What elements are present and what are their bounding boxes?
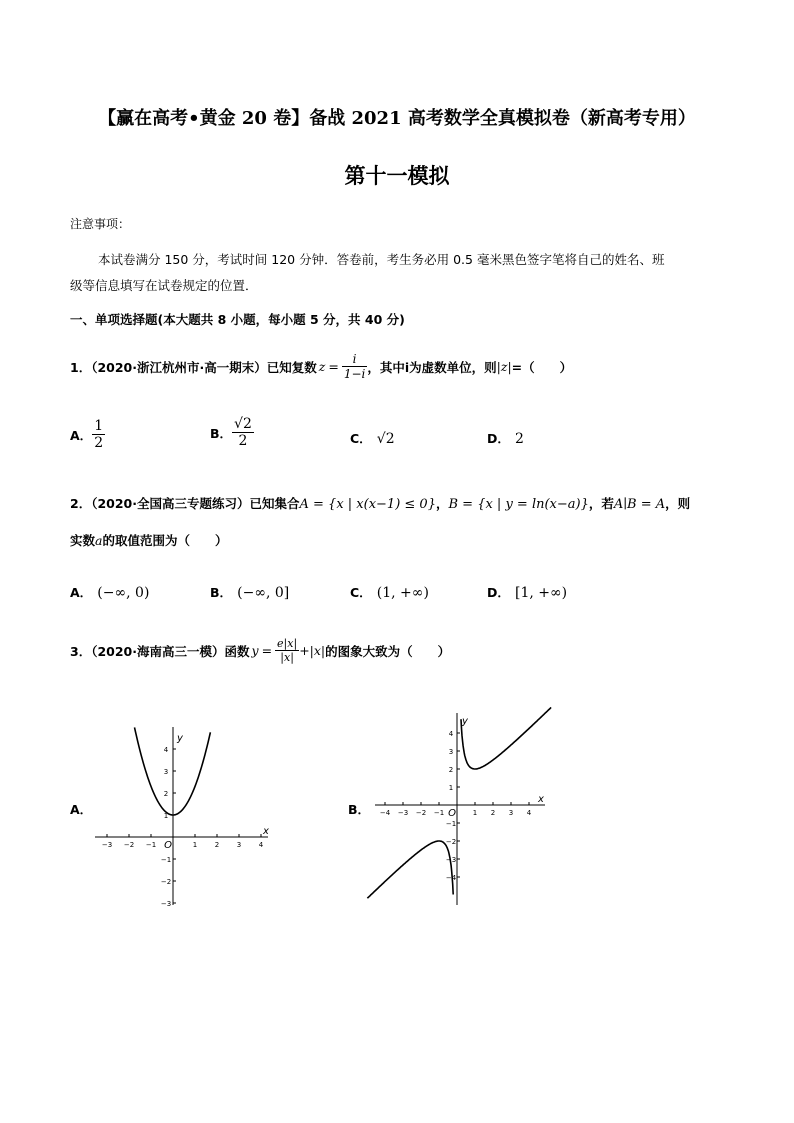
var-a: a <box>95 533 103 548</box>
option-a-den: 2 <box>94 435 104 451</box>
q3-eq: = <box>261 643 273 658</box>
q3-plus: +|x| <box>299 643 326 658</box>
x-tick-label: −2 <box>123 841 135 849</box>
question-1-abs: |z| <box>496 359 512 374</box>
option-value: (1, +∞) <box>376 585 429 601</box>
y-tick-label: 1 <box>163 812 169 820</box>
option-value: (−∞, 0) <box>97 585 150 601</box>
y-tick-label: −2 <box>445 838 457 846</box>
x-tick-label: −4 <box>379 809 391 817</box>
question-2-option-c[interactable] <box>350 582 429 601</box>
condition-expr: A∣B = A <box>613 497 666 512</box>
y-tick-label: −2 <box>160 878 172 886</box>
question-3-prefix: 3．（2020·海南高三一模）函数 <box>70 643 250 659</box>
option-label: D． <box>487 431 510 446</box>
question-1-fraction <box>342 352 368 381</box>
y-tick-label: −1 <box>445 820 457 828</box>
y-tick-label: 1 <box>448 784 454 792</box>
y-tick-label: 2 <box>163 790 169 798</box>
q3-suffix: 的图象大致为（ ） <box>325 643 451 659</box>
option-label: C． <box>350 585 372 600</box>
question-2-option-d[interactable] <box>487 582 567 601</box>
option-label: A． <box>70 427 93 443</box>
tail-text: ，则 <box>665 496 691 511</box>
y-axis-label: y <box>462 716 468 727</box>
graph-b <box>365 705 570 910</box>
y-axis-label: y <box>177 733 183 744</box>
x-tick-label: 4 <box>258 841 264 849</box>
origin-label: O <box>164 840 172 851</box>
x-tick-label: −1 <box>433 809 445 817</box>
option-b-fraction <box>232 416 254 449</box>
x-tick-label: 3 <box>236 841 242 849</box>
question-3 <box>70 637 450 664</box>
y-tick-label: 4 <box>448 730 454 738</box>
comma: ， <box>435 496 449 511</box>
set-b: B = {x | y = ln(x−a)} <box>448 497 589 512</box>
y-tick-label: −3 <box>445 856 457 864</box>
option-b-num: √2 <box>234 416 252 432</box>
question-3-fraction <box>275 637 299 664</box>
q2-line2a: 实数 <box>70 533 96 548</box>
q3-y: y <box>251 643 259 658</box>
function-curve-left <box>367 841 453 898</box>
x-tick-label: −1 <box>145 841 157 849</box>
graph-b-label[interactable]: B． <box>348 802 371 817</box>
question-1-suffix: =（ ） <box>511 359 573 375</box>
section-heading: 一、单项选择题(本大题共 8 小题，每小题 5 分，共 40 分) <box>70 312 405 327</box>
q3-num: e|x| <box>277 637 298 650</box>
function-curve <box>135 727 211 815</box>
option-label: A． <box>70 585 93 600</box>
option-a-num: 1 <box>94 418 104 434</box>
question-1 <box>70 352 572 381</box>
question-1-prefix: 1．（2020·浙江杭州市·高一期末）已知复数 <box>70 359 317 375</box>
graph-a <box>90 705 280 910</box>
question-1-option-a[interactable] <box>70 418 105 451</box>
option-label: B． <box>210 425 233 441</box>
option-value: √2 <box>376 431 395 447</box>
x-tick-label: 4 <box>526 809 532 817</box>
x-tick-label: 1 <box>472 809 478 817</box>
y-tick-label: −3 <box>160 900 172 908</box>
q3-den: |x| <box>275 650 299 664</box>
notice-label: 注意事项： <box>70 217 131 231</box>
question-1-eq: = <box>328 359 339 374</box>
option-label: C． <box>350 431 372 446</box>
y-tick-label: 3 <box>448 748 454 756</box>
x-tick-label: 3 <box>508 809 514 817</box>
function-curve-right <box>461 707 551 769</box>
question-1-denominator: 1−i <box>343 367 366 381</box>
y-tick-label: 2 <box>448 766 454 774</box>
x-tick-label: 2 <box>214 841 220 849</box>
set-a: A = {x | x(x−1) ≤ 0} <box>299 497 436 512</box>
option-label: B． <box>210 585 233 600</box>
question-1-option-d[interactable] <box>487 428 524 447</box>
notice-line-1: 本试卷满分 150 分，考试时间 120 分钟．答卷前，考生务必用 0.5 毫米黑色签字笔将自己的姓名、班 <box>98 252 665 267</box>
option-a-fraction <box>92 418 105 451</box>
option-value: 2 <box>514 431 524 447</box>
option-label: D． <box>487 585 510 600</box>
question-1-mid: ，其中i为虚数单位，则 <box>367 359 497 375</box>
x-tick-label: −2 <box>415 809 427 817</box>
option-value: [1, +∞) <box>514 585 568 601</box>
x-tick-label: −3 <box>101 841 113 849</box>
option-value: (−∞, 0] <box>237 585 290 601</box>
condition-text: ，若 <box>588 496 614 511</box>
question-1-option-c[interactable] <box>350 428 395 447</box>
y-tick-label: 4 <box>163 746 169 754</box>
y-tick-label: 3 <box>163 768 169 776</box>
q2-line2b: 的取值范围为（ ） <box>102 533 228 548</box>
x-axis-label: x <box>538 794 544 805</box>
question-2-line-2 <box>70 531 227 549</box>
question-1-option-b[interactable] <box>210 416 254 449</box>
option-b-den: 2 <box>232 432 254 449</box>
x-axis-label: x <box>263 826 269 837</box>
notice-line-2: 级等信息填写在试卷规定的位置． <box>70 278 258 293</box>
question-1-numerator: i <box>352 352 357 366</box>
question-2-option-b[interactable] <box>210 582 289 601</box>
y-tick-label: −1 <box>160 856 172 864</box>
origin-label: O <box>448 808 456 819</box>
x-tick-label: 2 <box>490 809 496 817</box>
question-1-z: z <box>318 359 326 374</box>
question-2-prefix: 2．（2020·全国高三专题练习）已知集合 <box>70 496 300 511</box>
x-tick-label: −3 <box>397 809 409 817</box>
question-2-option-a[interactable] <box>70 582 149 601</box>
exam-title: 【赢在高考•黄金 20 卷】备战 2021 高考数学全真模拟卷（新高考专用） <box>98 108 696 129</box>
question-2-line-1 <box>70 494 690 512</box>
graph-a-label[interactable]: A． <box>70 802 93 817</box>
y-tick-label: −4 <box>445 874 457 882</box>
x-tick-label: 1 <box>192 841 198 849</box>
exam-subtitle: 第十一模拟 <box>344 163 450 188</box>
